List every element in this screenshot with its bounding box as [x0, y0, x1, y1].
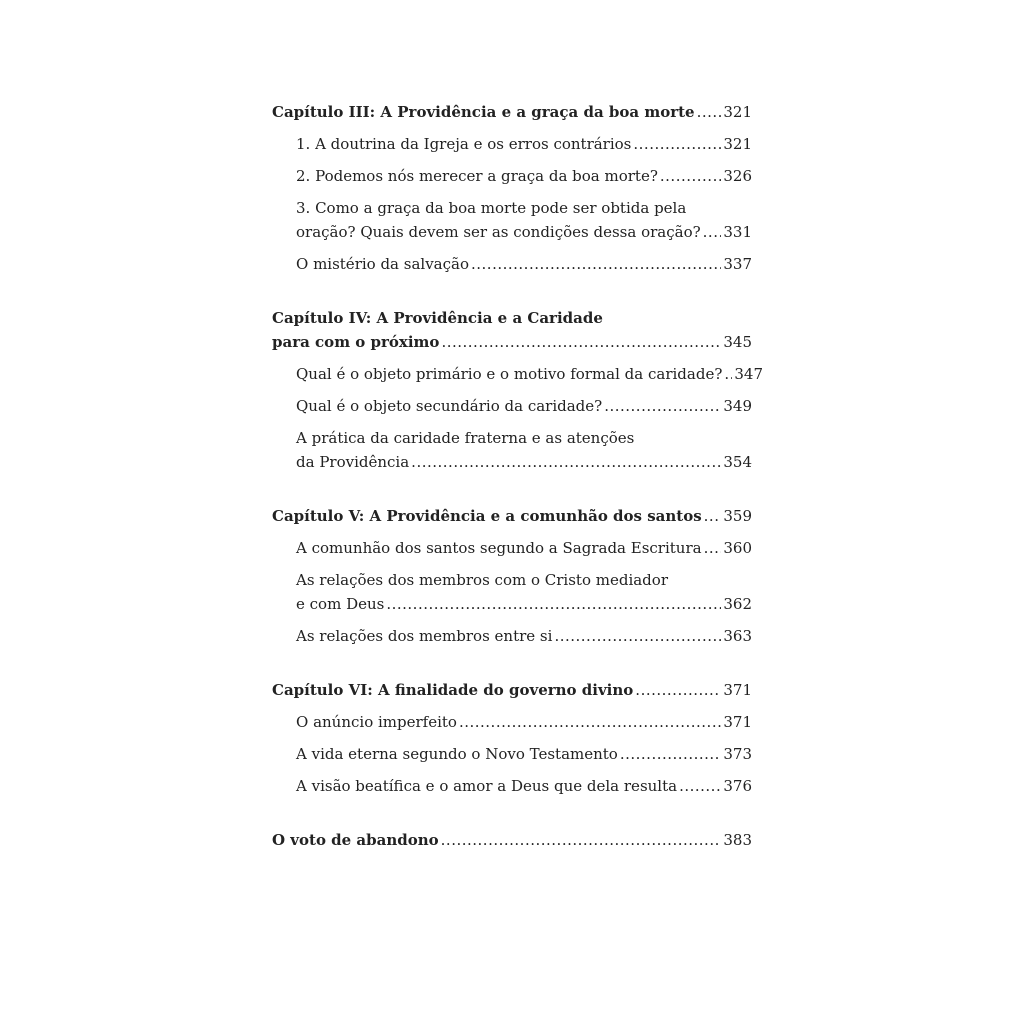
- toc-entry[interactable]: [272, 426, 752, 474]
- toc-entry[interactable]: [272, 164, 752, 188]
- page-number: 321: [723, 103, 752, 121]
- toc-entry[interactable]: [272, 624, 752, 648]
- toc-entry[interactable]: [272, 132, 752, 156]
- page-number: 363: [723, 627, 752, 645]
- chapter-5-section: [272, 504, 752, 648]
- entry-title: 2. Podemos nós merecer a graça da boa morte?: [296, 167, 658, 185]
- entry-title: Qual é o objeto primário e o motivo formal da caridade?: [296, 365, 723, 383]
- dot-leader: [660, 164, 721, 188]
- dot-leader: [633, 132, 721, 156]
- dot-leader: [703, 220, 722, 244]
- dot-leader: [679, 774, 721, 798]
- entry-title-line-1: 3. Como a graça da boa morte pode ser obtida pela: [296, 199, 687, 217]
- entry-title: As relações dos membros entre si: [296, 627, 553, 645]
- toc-entry[interactable]: [272, 568, 752, 616]
- entry-title: Capítulo III: A Providência e a graça da boa morte: [272, 103, 695, 121]
- entry-title: O anúncio imperfeito: [296, 713, 457, 731]
- page-number: 383: [723, 831, 752, 849]
- entry-title-line-1: As relações dos membros com o Cristo mediador: [296, 571, 668, 589]
- toc-entry[interactable]: [272, 196, 752, 244]
- dot-leader: [554, 624, 721, 648]
- page-number: 362: [723, 595, 752, 613]
- page-number: 373: [723, 745, 752, 763]
- dot-leader: [620, 742, 722, 766]
- page-number: 345: [723, 333, 752, 351]
- toc-entry[interactable]: [272, 536, 752, 560]
- entry-title: Capítulo V: A Providência e a comunhão dos santos: [272, 507, 702, 525]
- entry-title-line-2: da Providência: [296, 453, 410, 471]
- entry-title-line-2: e com Deus: [296, 595, 385, 613]
- page-number: 331: [723, 223, 752, 241]
- dot-leader: [386, 592, 721, 616]
- page-number: 326: [723, 167, 752, 185]
- page-number: 359: [723, 507, 752, 525]
- page-number: 347: [734, 365, 764, 383]
- entry-title: A visão beatífica e o amor a Deus que dela resulta: [296, 777, 678, 795]
- page-number: 337: [723, 255, 752, 273]
- toc-entry[interactable]: [272, 252, 752, 276]
- dot-leader: [604, 394, 721, 418]
- entry-title: Capítulo VI: A finalidade do governo divino: [272, 681, 634, 699]
- entry-title-line-1: Capítulo IV: A Providência e a Caridade: [272, 309, 603, 327]
- entry-title-line-2: para com o próximo: [272, 333, 440, 351]
- dot-leader: [704, 536, 722, 560]
- entry-title-line-1: A prática da caridade fraterna e as atenções: [296, 429, 635, 447]
- toc-entry-closing[interactable]: [272, 828, 752, 852]
- page-number: 321: [723, 135, 752, 153]
- toc-entry-chapter-3[interactable]: [272, 100, 752, 124]
- toc-entry-chapter-5[interactable]: [272, 504, 752, 528]
- table-of-contents: [272, 100, 764, 882]
- toc-entry[interactable]: [272, 710, 752, 734]
- toc-entry[interactable]: [272, 774, 752, 798]
- page-number: 371: [723, 681, 752, 699]
- page-number: 354: [723, 453, 752, 471]
- dot-leader: [441, 828, 722, 852]
- page-number: 371: [723, 713, 752, 731]
- entry-title: Qual é o objeto secundário da caridade?: [296, 397, 603, 415]
- entry-title-line-2: oração? Quais devem ser as condições dessa oração?: [296, 223, 701, 241]
- entry-title: A comunhão dos santos segundo a Sagrada Escritura: [296, 539, 702, 557]
- toc-entry[interactable]: [272, 362, 764, 386]
- toc-entry-chapter-4[interactable]: [272, 306, 752, 354]
- page-number: 349: [723, 397, 752, 415]
- toc-entry-chapter-6[interactable]: [272, 678, 752, 702]
- dot-leader: [459, 710, 721, 734]
- dot-leader: [471, 252, 721, 276]
- toc-entry[interactable]: [272, 742, 752, 766]
- dot-leader: [724, 362, 732, 386]
- dot-leader: [697, 100, 722, 124]
- chapter-6-section: [272, 678, 752, 798]
- entry-title: O voto de abandono: [272, 831, 439, 849]
- closing-section: [272, 828, 752, 852]
- chapter-3-section: [272, 100, 752, 276]
- page-number: 376: [723, 777, 752, 795]
- dot-leader: [635, 678, 721, 702]
- dot-leader: [704, 504, 722, 528]
- entry-title: O mistério da salvação: [296, 255, 469, 273]
- dot-leader: [441, 330, 721, 354]
- dot-leader: [411, 450, 721, 474]
- page-number: 360: [723, 539, 752, 557]
- toc-entry[interactable]: [272, 394, 752, 418]
- entry-title: A vida eterna segundo o Novo Testamento: [296, 745, 618, 763]
- chapter-4-section: [272, 306, 764, 474]
- entry-title: 1. A doutrina da Igreja e os erros contrários: [296, 135, 632, 153]
